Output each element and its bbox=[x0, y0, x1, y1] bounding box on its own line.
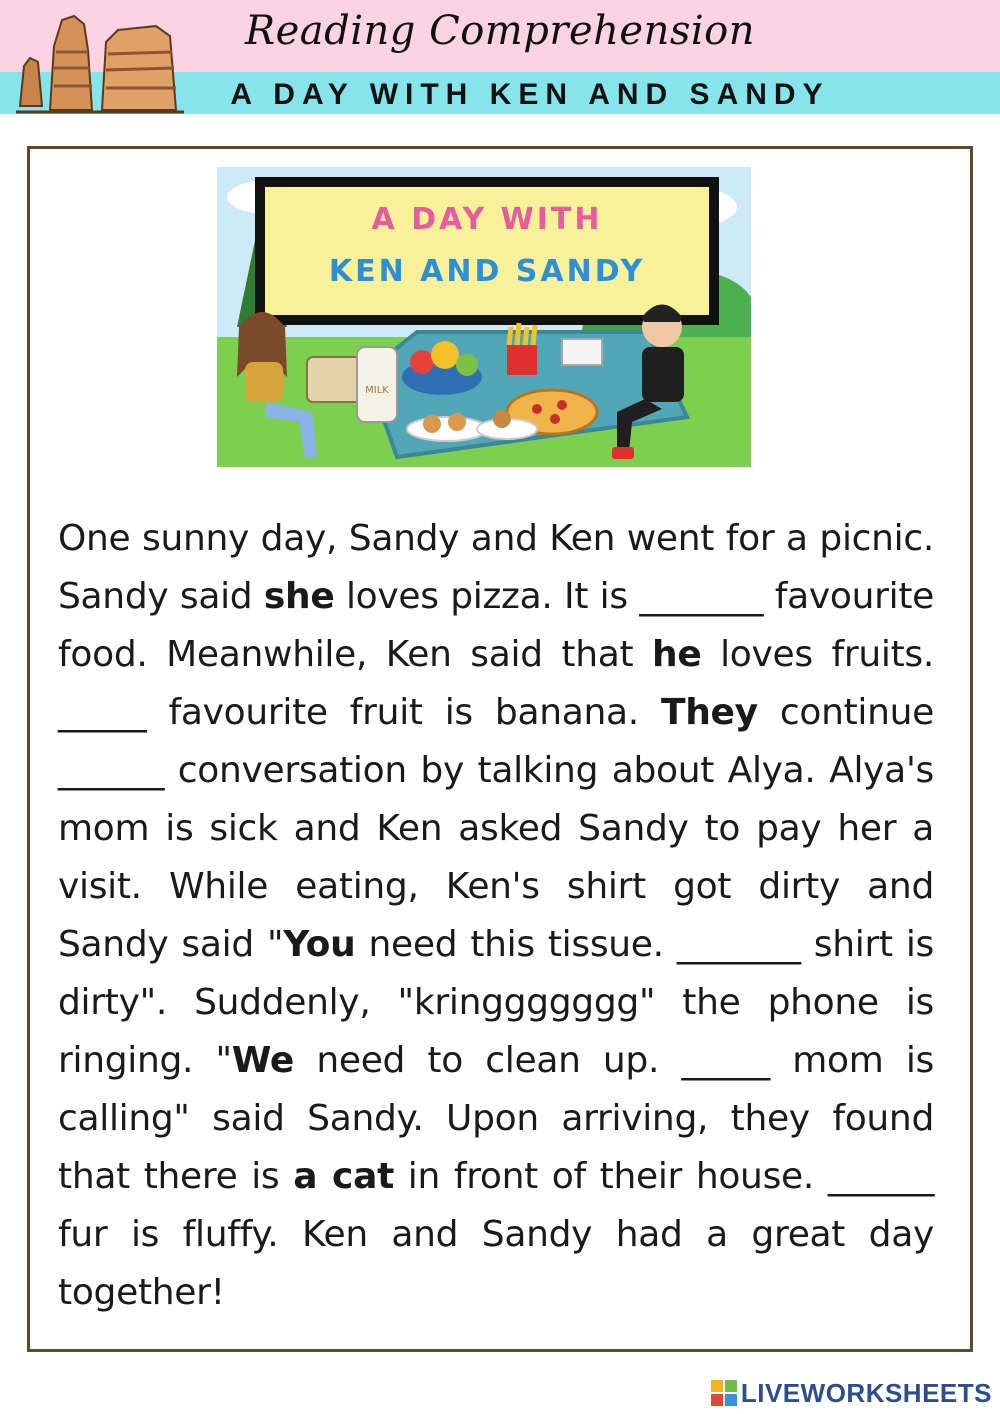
liveworksheets-logo-icon bbox=[711, 1380, 737, 1406]
passage-text-segment: One sunny day, Sandy and Ken went for a picnic. Sandy said bbox=[58, 518, 934, 617]
footer-brand bbox=[711, 1378, 992, 1408]
passage-bold-word: We bbox=[231, 1040, 295, 1081]
passage-bold-word: she bbox=[263, 576, 335, 617]
passage-text-segment: need to clean up. _____ mom is calling" said Sandy. Upon arriving, they found that there is bbox=[58, 1040, 934, 1197]
picnic-illustration bbox=[217, 167, 751, 467]
passage-bold-word: he bbox=[652, 634, 702, 675]
passage-text-segment: need this tissue. _______ shirt is dirty". Suddenly, "kringgggggg" the phone is ringing. " bbox=[58, 924, 934, 1081]
passage-text-segment: continue ______ conversation by talking about Alya. Alya's mom is sick and Ken asked Sandy to pay her a visit. While eating, Ken's shirt got dirty and Sandy said " bbox=[58, 692, 935, 965]
sign-line-2: KEN AND SANDY bbox=[328, 254, 646, 289]
passage-bold-word: You bbox=[283, 924, 356, 965]
passage-text-segment: loves fruits. _____ favourite fruit is banana. bbox=[58, 634, 935, 733]
passage-bold-word: They bbox=[660, 692, 758, 733]
passage-text-segment: loves pizza. It is _______ favourite food. Meanwhile, Ken said that bbox=[58, 576, 934, 675]
page-subtitle: A DAY WITH KEN AND SANDY bbox=[230, 78, 830, 111]
passage-bold-word: a cat bbox=[293, 1156, 395, 1197]
reading-passage bbox=[58, 510, 934, 1322]
passage-text-segment: in front of their house. ______ fur is fluffy. Ken and Sandy had a great day together! bbox=[58, 1156, 935, 1313]
page-title: Reading Comprehension bbox=[245, 8, 755, 54]
footer-brand-text: LIVEWORKSHEETS bbox=[740, 1377, 992, 1408]
milk-label: MILK bbox=[365, 385, 389, 396]
sign-line-1: A DAY WITH bbox=[371, 202, 603, 237]
